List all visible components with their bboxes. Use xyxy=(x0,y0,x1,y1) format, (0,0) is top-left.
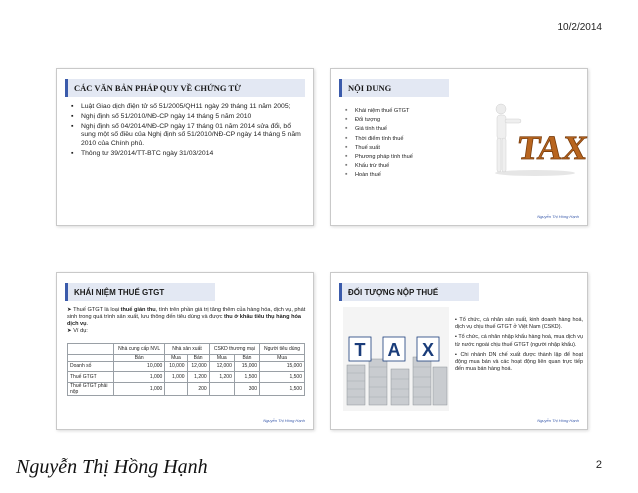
table-row: Doanh số 10,000 10,000 12,000 12,000 15,000 15,000 xyxy=(68,361,305,372)
slide-title: ĐỐI TƯỢNG NỘP THUẾ xyxy=(339,283,479,301)
footer-author: Nguyễn Thị Hồng Hạnh xyxy=(16,456,208,478)
list-item: ▪ Hoàn thuế xyxy=(345,171,485,179)
list-item: ▪ Nghị định số 04/2014/NĐ-CP ngày 17 tháng 01 năm 2014 sửa đổi, bổ sung một số điều của Nghị định số 51/2010/NĐ-CP ngày 14 tháng 5 năm 2010 của Chính phủ. xyxy=(71,123,303,149)
arrow-bullet-icon: ➤ xyxy=(67,307,74,313)
example-label: Ví dụ: xyxy=(73,327,88,334)
definition-text: ➤ Thuế GTGT là loại thuế gián thu, tính trên phần giá trị tăng thêm của hàng hóa, dịch vụ, phát sinh trong quá trình sản xuất, lưu thông đến tiêu dùng và được thu ở khâu tiêu thụ hàng hóa dịch vụ. ➤ Ví dụ: xyxy=(67,307,306,334)
paragraph: ▪ Tổ chức, cá nhân sản xuất, kinh doanh hàng hoá, dịch vụ chịu thuế GTGT ở Việt Nam (CSKD). xyxy=(455,317,583,331)
table-row: Thuế GTGT phải nộp 1,000 200 300 1,500 xyxy=(68,382,305,395)
list-item: ▪ Nghị định số 51/2010/NĐ-CP ngày 14 tháng 5 năm 2010 xyxy=(71,113,303,122)
table-row: Thuế GTGT 1,000 1,000 1,200 1,200 1,500 1,500 xyxy=(68,372,305,383)
list-item: ▪ Đối tượng xyxy=(345,116,485,124)
list-item: ▪ Khái niệm thuế GTGT xyxy=(345,107,485,115)
slide-thumbnail-3[interactable] xyxy=(56,272,314,430)
slide-thumbnail-1[interactable] xyxy=(56,68,314,226)
slide-title: CÁC VĂN BẢN PHÁP QUY VỀ CHỨNG TỪ xyxy=(65,79,305,97)
slide-thumbnail-4[interactable] xyxy=(330,272,588,430)
list-item: ▪ Luật Giao dịch điện tử số 51/2005/QH11 ngày 29 tháng 11 năm 2005; xyxy=(71,103,303,112)
page-number: 2 xyxy=(595,459,602,471)
arrow-bullet-icon: ➤ xyxy=(67,327,74,334)
tax-image-word: TAX xyxy=(515,130,590,167)
table-header-row: Bán Mua Bán Mua Bán Mua xyxy=(68,354,305,361)
bullet-list xyxy=(71,103,303,160)
tax-figure-illustration xyxy=(489,97,590,177)
slide-author: Nguyễn Thị Hồng Hạnh xyxy=(537,214,579,219)
table-header-row: Nhà cung cấp NVL Nhà sản xuất CSKD thương mại Người tiêu dùng xyxy=(68,344,305,355)
slide-title: NỘI DUNG xyxy=(339,79,449,97)
slide-author: Nguyễn Thị Hồng Hạnh xyxy=(537,418,579,423)
list-item: ▪ Thời điểm tính thuế xyxy=(345,135,485,143)
slide-title: KHÁI NIỆM THUẾ GTGT xyxy=(65,283,215,301)
tax-letter: T xyxy=(354,340,366,360)
paragraph: ▪ Tổ chức, cá nhân nhập khẩu hàng hoá, mua dịch vụ từ nước ngoài chịu thuế GTGT (người nhập khẩu). xyxy=(455,334,583,348)
list-item: ▪ Thông tư 39/2014/TT-BTC ngày 31/03/2014 xyxy=(71,150,303,159)
tax-letter: A xyxy=(387,340,401,360)
list-item: ▪ Giá tính thuế xyxy=(345,125,485,133)
slide-author: Nguyễn Thị Hồng Hạnh xyxy=(263,418,305,423)
date-label: 10/2/2014 xyxy=(557,22,602,33)
paragraph: ▪ Chi nhánh DN chế xuất được thành lập để hoạt động mua bán và các hoạt động liên quan trực tiếp đến mua bán hàng hoá. xyxy=(455,351,583,373)
bullet-list xyxy=(345,107,485,181)
tax-letter: X xyxy=(421,340,435,360)
tax-coins-illustration xyxy=(343,307,449,411)
list-item: ▪ Thuế suất xyxy=(345,144,485,152)
taxpayer-paragraphs xyxy=(455,317,583,376)
list-item: ▪ Phương pháp tính thuế xyxy=(345,153,485,161)
slide-thumbnail-2[interactable] xyxy=(330,68,588,226)
list-item: ▪ Khấu trừ thuế xyxy=(345,162,485,170)
vat-example-table xyxy=(67,343,305,396)
